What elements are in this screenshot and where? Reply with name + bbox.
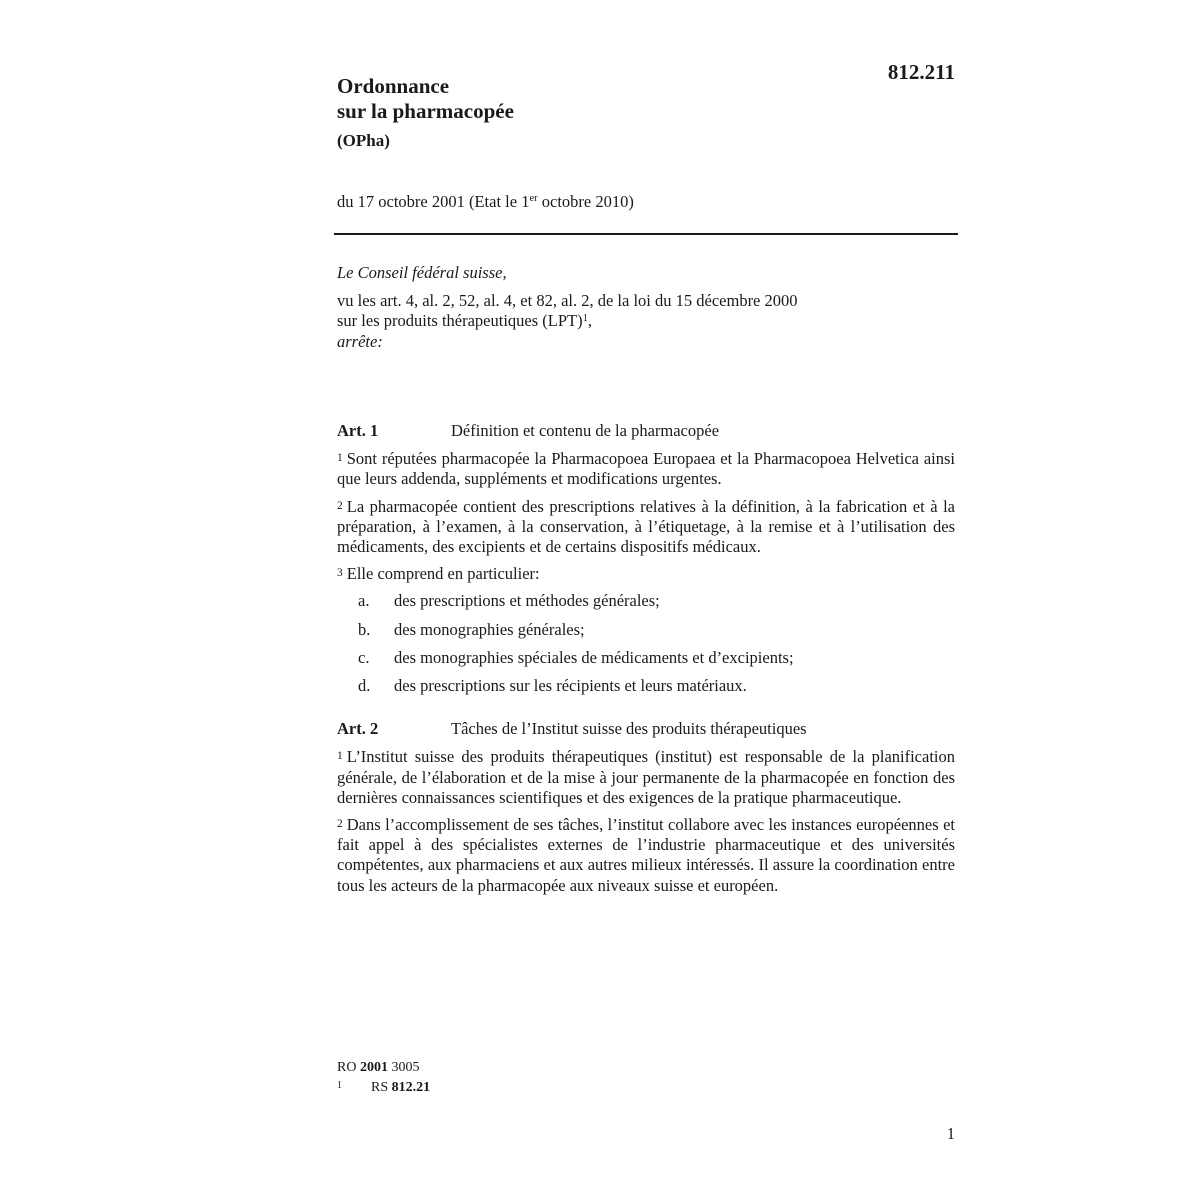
article-1 xyxy=(337,421,955,704)
paragraph-number: 3 xyxy=(337,567,343,580)
footnote-text xyxy=(371,1078,430,1098)
article-number: Art. 1 xyxy=(337,421,379,440)
enumeration-list xyxy=(337,591,955,704)
article-title: Définition et contenu de la pharmacopée xyxy=(451,421,720,440)
paragraph-text: Elle comprend en particulier: xyxy=(346,564,540,584)
article-heading xyxy=(337,719,955,739)
basis-end: , xyxy=(587,311,592,330)
article-number: Art. 2 xyxy=(337,719,379,739)
preamble-basis-line-1: vu les art. 4, al. 2, 52, al. 4, et 82, al. 2, de la loi du 15 décembre 2000 xyxy=(337,290,798,310)
footnote-ref: 812.21 xyxy=(391,1080,431,1095)
date-prefix: du 17 octobre 2001 (Etat le 1 xyxy=(337,192,530,211)
paragraph xyxy=(337,449,955,489)
date-line xyxy=(337,192,634,212)
paragraph-text: La pharmacopée contient des prescriptions relatives à la définition, à la fabrication et à la préparation, à l’examen, à la conservation, à l’étiquetage, à la remise et à l’utilisation des médicaments, des excipients et de certains dispositifs médicaux. xyxy=(337,496,955,557)
basis-text: sur les produits thérapeutiques (LPT) xyxy=(337,311,583,330)
preamble-decree: arrête: xyxy=(337,331,383,351)
sr-number: 812.211 xyxy=(887,60,955,84)
date-superscript: er xyxy=(529,193,538,204)
list-text: des monographies spéciales de médicaments et d’excipients; xyxy=(394,647,794,667)
list-letter: b. xyxy=(358,619,371,639)
list-text: des monographies générales; xyxy=(394,619,585,639)
paragraph-number: 2 xyxy=(337,817,343,830)
title-abbreviation: (OPha) xyxy=(337,131,390,150)
paragraph xyxy=(337,564,955,584)
paragraph-text: Sont réputées pharmacopée la Pharmacopoea Europaea et la Pharmacopoea Helvetica ainsi que leurs addenda, suppléments et modifications urgentes. xyxy=(337,449,955,489)
title-line-1: Ordonnance xyxy=(337,74,450,98)
list-text: des prescriptions et méthodes générales; xyxy=(394,591,660,611)
page-number: 1 xyxy=(946,1124,955,1143)
list-item xyxy=(337,620,955,648)
paragraph-number: 1 xyxy=(337,452,343,465)
paragraph-text: Dans l’accomplissement de ses tâches, l’institut collabore avec les instances européennes et fait appel à des spécialistes externes de l’industrie pharmaceutique et des universités compétentes, aux pharmaciens et aux autres milieux intéressés. Il assure la coordination entre tous les acteurs de la pharmacopée aux niveaux suisse et européen. xyxy=(337,814,955,895)
footnote-ref-1[interactable]: 1 xyxy=(582,313,588,324)
footnotes xyxy=(337,1058,637,1098)
paragraph-number: 2 xyxy=(337,499,343,512)
preamble-basis-line-2 xyxy=(337,311,957,332)
date-suffix: octobre 2010) xyxy=(537,192,634,211)
article-heading xyxy=(337,421,955,441)
paragraph xyxy=(337,747,955,808)
list-item xyxy=(337,591,955,619)
list-item xyxy=(337,648,955,676)
title-block xyxy=(337,74,837,152)
paragraph xyxy=(337,497,955,558)
paragraph-number: 1 xyxy=(337,750,343,763)
ro-reference xyxy=(337,1058,637,1078)
list-letter: a. xyxy=(358,591,370,611)
articles xyxy=(337,421,955,903)
title-line-2: sur la pharmacopée xyxy=(337,99,514,123)
ro-prefix: RO xyxy=(337,1060,357,1075)
preamble xyxy=(337,263,957,352)
article-2 xyxy=(337,719,955,896)
article-title: Tâches de l’Institut suisse des produits thérapeutiques xyxy=(451,719,807,739)
footnote-1 xyxy=(337,1078,637,1098)
paragraph xyxy=(337,815,955,896)
paragraph-text: L’Institut suisse des produits thérapeutiques (institut) est responsable de la planification générale, de l’élaboration et de la mise à jour permanente de la pharmacopée en fonction des dernières connaissances scientifiques et des exigences de la pratique pharmaceutique. xyxy=(337,747,955,807)
list-letter: d. xyxy=(358,675,371,695)
header-rule xyxy=(334,233,958,235)
footnote-prefix: RS xyxy=(371,1080,389,1095)
ro-year: 2001 xyxy=(359,1060,388,1075)
footnote-number: 1 xyxy=(337,1080,342,1091)
list-text: des prescriptions sur les récipients et leurs matériaux. xyxy=(394,675,747,695)
list-letter: c. xyxy=(358,647,370,667)
ro-page: 3005 xyxy=(391,1060,420,1075)
list-item xyxy=(337,676,955,704)
preamble-authority: Le Conseil fédéral suisse, xyxy=(337,263,507,282)
